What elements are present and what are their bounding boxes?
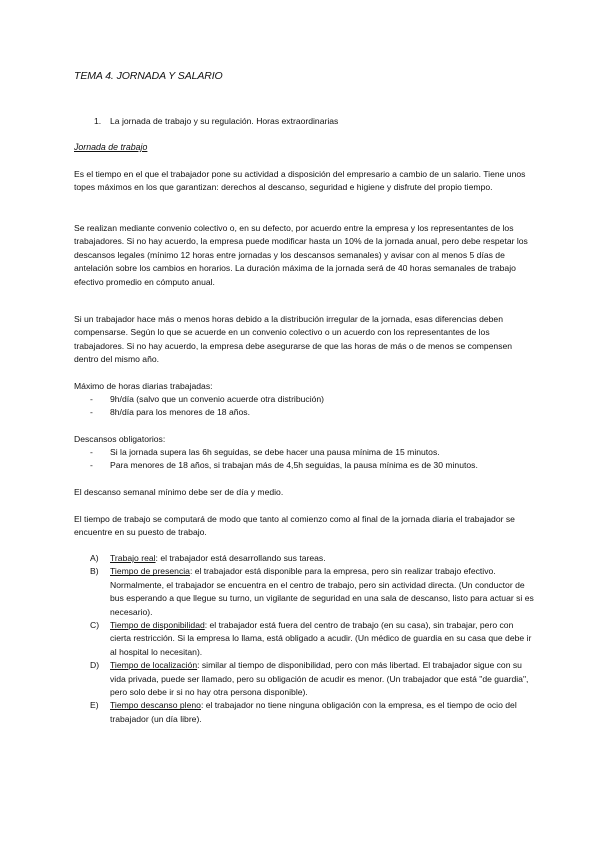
list-item-tiempo-descanso: E) Tiempo descanso pleno: el trabajador no tiene ninguna obligación con la empresa, es el tiempo de ocio del trabajador (un día libre). xyxy=(90,700,517,724)
paragraph-convenio: Se realizan mediante convenio colectivo o, en su defecto, por acuerdo entre la empresa y los representantes de los trabajadores. Si no hay acuerdo, la empresa puede modificar hasta un 10% de la jornada anual, pero debe respetar los descansos legales (mínimo 12 horas entre jornadas y los descansos semanales) y avisar con al menos 5 días de antelación sobre los cambios en horarios. La duración máxima de la jornada será de 40 horas semanales de trabajo efectivo promedio en cómputo anual. xyxy=(74,223,528,287)
list-item: - Si la jornada supera las 6h seguidas, se debe hacer una pausa mínima de 15 minutos. xyxy=(90,447,440,457)
tiempos-list xyxy=(74,552,534,726)
descansos-list xyxy=(74,446,534,473)
page-title: TEMA 4. JORNADA Y SALARIO xyxy=(74,70,223,82)
list-item-tiempo-localizacion: D) Tiempo de localización: similar al tiempo de disponibilidad, pero con más libertad. El trabajador sigue con su vida privada, puede ser llamado, pero su obligación de acudir es menor. (Un trabajador que está "de guardia", pero solo debe ir si no hay otra persona disponible). xyxy=(90,660,529,698)
descanso-semanal: El descanso semanal mínimo debe ser de día y medio. xyxy=(74,487,284,497)
max-hours-list xyxy=(74,393,534,420)
list-item-tiempo-presencia: B) Tiempo de presencia: el trabajador está disponible para la empresa, pero sin realizar trabajo efectivo. Normalmente, el trabajador se encuentra en el centro de trabajo, pero sin actividad directa. (Un conductor de bus esperando a que llegue su turno, un vigilante de seguridad en una sala de descanso, listo para actuar si es necesario). xyxy=(90,566,534,617)
list-item: - 8h/día para los menores de 18 años. xyxy=(90,407,250,418)
section-number: 1. xyxy=(94,116,102,126)
section-label: La jornada de trabajo y su regulación. Horas extraordinarias xyxy=(110,116,339,126)
paragraph-distribucion: Si un trabajador hace más o menos horas debido a la distribución irregular de la jornada, esas diferencias deben compensarse. Según lo que se acuerde en un convenio colectivo o un acuerdo con los representantes de los trabajadores. Si no hay acuerdo, la empresa debe asegurarse de que las horas de más o de menos se compensen dentro del mismo año. xyxy=(74,314,513,365)
list-item: - 9h/día (salvo que un convenio acuerde otra distribución) xyxy=(90,394,325,404)
list-item-trabajo-real: A) Trabajo real: el trabajador está desarrollando sus tareas. xyxy=(90,553,326,563)
section-heading xyxy=(94,116,338,126)
list-item: - Para menores de 18 años, si trabajan más de 4,5h seguidas, la pausa mínima es de 30 minutos. xyxy=(90,460,478,471)
max-hours-heading: Máximo de horas diarias trabajadas: xyxy=(74,381,213,391)
descansos-heading: Descansos obligatorios: xyxy=(74,434,166,444)
paragraph-definition: Es el tiempo en el que el trabajador pone su actividad a disposición del empresario a cambio de un salario. Tiene unos topes máximos en los que garantizan: derechos al descanso, seguridad e higiene y disfrute del propio tiempo. xyxy=(74,169,526,193)
subsection-title: Jornada de trabajo xyxy=(74,142,148,152)
paragraph-computo: El tiempo de trabajo se computará de modo que tanto al comienzo como al final de la jornada diaria el trabajador se encuentre en su puesto de trabajo. xyxy=(74,514,515,538)
list-item-tiempo-disponibilidad: C) Tiempo de disponibilidad: el trabajador está fuera del centro de trabajo (en su casa), sin trabajar, pero con cierta restricción. Si la empresa lo llama, está obligado a acudir. (Un médico de guardia en su casa que debe ir al hospital lo necesitan). xyxy=(90,620,532,657)
